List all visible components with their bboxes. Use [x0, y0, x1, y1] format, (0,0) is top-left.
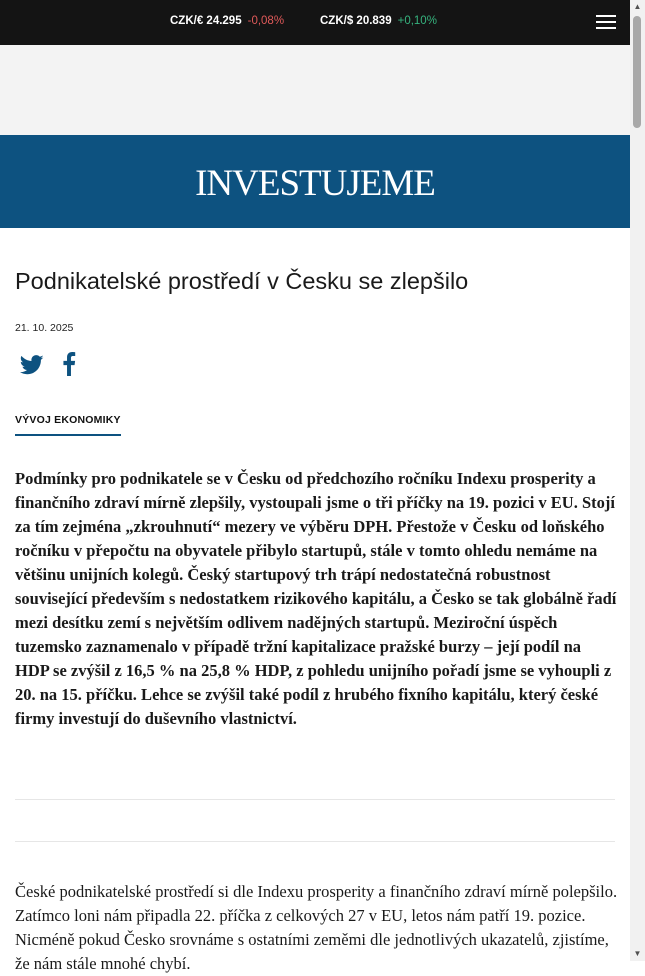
category-tag[interactable]: VÝVOJ EKONOMIKY [15, 414, 121, 436]
rate-usd [320, 15, 437, 27]
rate-eur [170, 15, 284, 27]
scroll-up-arrow-icon[interactable]: ▲ [633, 2, 642, 11]
share-buttons [20, 352, 100, 378]
rate-eur-value: CZK/€ 24.295 [170, 15, 242, 27]
article-body: České podnikatelské prostředí si dle Indexu prosperity a finančního zdraví mírně polepšilo. Zatímco loni nám připadla 22. příčka z celkových 27 v EU, letos nám patří 19. pozice. Nicméně pokud Česko srovnáme s ostatními zeměmi dle jednotlivých ukazatelů, zjistíme, že nám stále mnohé chybí. [15, 882, 618, 973]
facebook-icon[interactable] [62, 352, 88, 378]
rate-usd-change: +0,10% [397, 15, 437, 27]
currency-ticker-bar [0, 0, 630, 45]
site-header [0, 135, 630, 228]
divider [15, 799, 615, 800]
scroll-down-arrow-icon[interactable]: ▼ [633, 949, 642, 958]
rate-usd-value: CZK/$ 20.839 [320, 15, 392, 27]
article-title: Podnikatelské prostředí v Česku se zlepšilo [15, 268, 469, 294]
divider [15, 841, 615, 842]
rate-eur-change: -0,08% [247, 15, 285, 27]
ad-placeholder [0, 45, 630, 135]
article-date: 21. 10. 2025 [15, 322, 74, 334]
hamburger-menu-icon[interactable] [596, 13, 618, 31]
vertical-scrollbar[interactable] [630, 0, 645, 961]
site-logo[interactable]: INVESTUJEME [195, 163, 435, 204]
scrollbar-thumb[interactable] [633, 16, 641, 128]
twitter-icon[interactable] [20, 354, 46, 380]
article-perex: Podmínky pro podnikatele se v Česku od předchozího ročníku Indexu prosperity a finančního zdraví mírně zlepšily, vystoupali jsme o tři příčky na 19. pozici v EU. Stojí za tím zejména „zkrouhnutí“ mezery ve výběru DPH. Přestože v Česku od loňského ročníku v přepočtu na obyvatele přibylo startupů, stále v tomto ohledu nemáme na většinu unijních kolegů. Český startupový trh trápí nedostatečná robustnost související především s nedostatkem rizikového kapitálu, a Česko se tak globálně řadí mezi desítku zemí s největším odlivem nadějných startupů. Meziroční úspěch tuzemsko zaznamenalo v případě tržní kapitalizace pražské burzy – její podíl na HDP se zvýšil z 16,5 % na 25,8 % HDP, z pohledu unijního pořadí jsme se vyhoupli z 20. na 15. příčku. Lehce se zvýšil také podíl z hrubého fixního kapitálu, který české firmy investují do duševního vlastnictví. [15, 469, 617, 728]
